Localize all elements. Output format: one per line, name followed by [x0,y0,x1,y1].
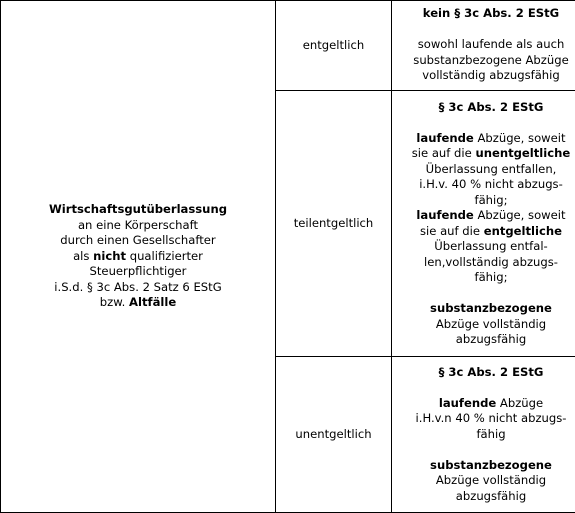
case-label: teilentgeltlich [294,216,374,230]
row-header-line [3,249,273,265]
rule-line: Abzüge vollständig [394,473,575,489]
rule-cell-entgeltlich [392,1,575,91]
spacer [394,22,575,38]
emphasis-text: Altfälle [129,295,176,309]
rule-line: i.H.v. 40 % nicht abzugs- [394,177,575,193]
rule-line [394,396,575,412]
text-fragment: Abzüge, soweit [474,208,566,222]
rule-line: Abzüge vollständig [394,317,575,333]
spacer [394,442,575,458]
rule-line: fähig [394,427,575,443]
row-header-line: i.S.d. § 3c Abs. 2 Satz 6 EStG [3,280,273,296]
text-fragment: sie auf die [420,224,484,238]
text-fragment: Abzüge, soweit [474,131,566,145]
rule-line: Überlassung entfallen, [394,162,575,178]
rule-line: sowohl laufende als auch [394,37,575,53]
spacer [394,380,575,396]
case-label: unentgeltlich [295,427,371,441]
rule-heading: § 3c Abs. 2 EStG [394,365,575,381]
row-header-line: durch einen Gesellschafter [3,233,273,249]
emphasis-text: entgeltliche [484,224,562,238]
rule-line: vollständig abzugsfähig [394,68,575,84]
rule-line: fähig; [394,193,575,209]
row-header-line: Steuerpflichtiger [3,264,273,280]
rule-line: len,vollständig abzugs- [394,255,575,271]
case-label-teilentgeltlich [276,91,392,357]
spacer [394,286,575,302]
rule-line [394,131,575,147]
rule-heading: § 3c Abs. 2 EStG [394,100,575,116]
rule-line: substanzbezogene Abzüge [394,53,575,69]
emphasis-text: laufende [439,396,496,410]
emphasis-text: laufende [416,131,473,145]
table-row [1,1,575,91]
rule-line: Überlassung entfal- [394,239,575,255]
row-header-cell [1,1,276,513]
emphasis-text: nicht [93,249,126,263]
rule-line [394,208,575,224]
row-header-title: Wirtschaftsgutüberlassung [3,202,273,218]
emphasis-text: unentgeltliche [475,146,570,160]
rule-cell-teilentgeltlich [392,91,575,357]
rule-line: abzugsfähig [394,489,575,505]
spacer [394,115,575,131]
emphasis-text: laufende [416,208,473,222]
rule-line: abzugsfähig [394,332,575,348]
case-label-unentgeltlich [276,357,392,513]
rule-cell-unentgeltlich [392,357,575,513]
rule-line: substanzbezogene [394,301,575,317]
rule-heading: kein § 3c Abs. 2 EStG [394,6,575,22]
text-fragment: qualifizierter [126,249,203,263]
text-fragment: bzw. [100,295,129,309]
text-fragment: sie auf die [412,146,476,160]
rule-line [394,224,575,240]
rule-line [394,146,575,162]
rule-line: substanzbezogene [394,458,575,474]
case-label-entgeltlich [276,1,392,91]
rule-line: fähig; [394,270,575,286]
row-header-line: an eine Körperschaft [3,218,273,234]
text-fragment: Abzüge [496,396,543,410]
rule-line: i.H.v.n 40 % nicht abzugs- [394,411,575,427]
row-header-line [3,295,273,311]
case-label: entgeltlich [303,38,364,52]
text-fragment: als [73,249,93,263]
